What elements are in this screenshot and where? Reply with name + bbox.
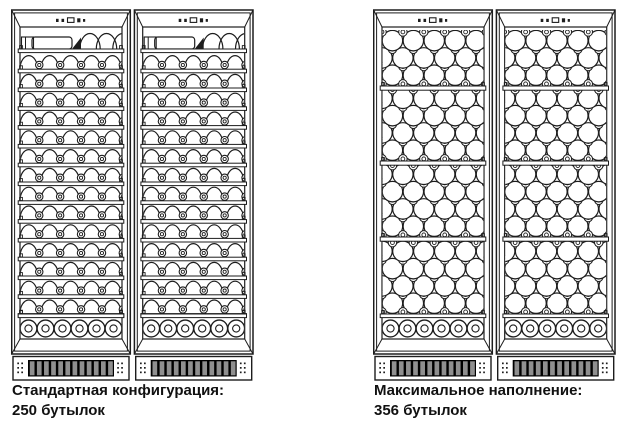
caption-title: Стандартная конфигурация: — [12, 382, 225, 399]
vent-base — [374, 339, 493, 380]
stacked-bottles-section — [373, 161, 497, 239]
top-shelf-bottles — [22, 34, 134, 50]
glass-interior — [505, 320, 607, 337]
maximum-capacity-caption — [374, 381, 582, 420]
vent-base — [12, 339, 131, 380]
top-shelf-bottles — [144, 34, 254, 50]
bottom-bottle-row — [382, 320, 484, 337]
caption-bottle-count: 250 бутылок — [12, 401, 105, 419]
standard-configuration-figure — [11, 9, 254, 383]
cabinet-door — [12, 10, 134, 380]
stacked-bottles-section — [495, 28, 617, 88]
caption-title: Максимальное наполнение: — [374, 382, 583, 399]
caption-bottle-count: 356 бутылок — [374, 401, 467, 419]
cabinet-door — [373, 10, 497, 380]
bottom-bottle-row — [505, 320, 607, 337]
stacked-bottles-section — [373, 85, 497, 163]
stacked-bottles-section — [495, 161, 617, 239]
maximum-capacity-figure — [373, 9, 616, 383]
cabinet-door — [495, 10, 617, 380]
control-panel — [418, 18, 447, 23]
control-panel — [179, 18, 208, 23]
bottom-bottle-row — [20, 320, 122, 337]
cabinet-door — [134, 10, 254, 380]
glass-interior — [382, 320, 484, 337]
maximum-cabinet-drawing — [373, 9, 616, 383]
bottom-bottle-row — [143, 320, 245, 337]
stacked-bottles-section — [495, 85, 617, 163]
vent-base — [134, 339, 253, 380]
standard-cabinet-drawing — [11, 9, 254, 383]
stacked-bottles-section — [373, 238, 497, 316]
stacked-bottles-section — [495, 238, 617, 316]
control-panel — [56, 18, 85, 23]
vent-base — [496, 339, 615, 380]
standard-configuration-caption — [12, 381, 224, 420]
stacked-bottles-section — [373, 28, 497, 88]
control-panel — [541, 18, 570, 23]
